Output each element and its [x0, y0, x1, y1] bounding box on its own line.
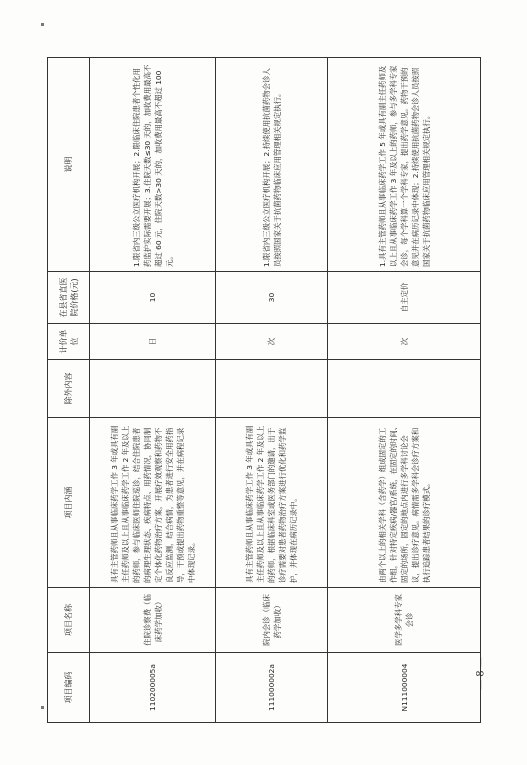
pricing-table [47, 57, 481, 723]
row-name: 院内会诊（临床药学加收） [216, 588, 328, 653]
header-exclude: 除外内容 [48, 360, 90, 418]
row-unit: 日 [90, 324, 216, 360]
row-content: 具有主管药师且从事临床药学工作 3 年或具有副主任药师及以上且从事临床药学工作 2 年及以上的药师，参与临床医师住院巡诊，结合住院患者的病理生理状态、疾病特点、用药情况，协同制定个体化药物治疗方案，开展疗效观察和药物不良反应监测，结合病情，为患者进行安全用药指导，干预或提出药物重整等意见，并在病程记录中体现记录。 [90, 418, 216, 588]
table-header-row [48, 58, 90, 723]
row-note: 1.限省内三级公立医疗机构开展；2.持续使用抗菌药物会诊人员按照国家关于抗菌药物临床应用管理相关规定执行。 [216, 58, 328, 272]
row-code: N111000004 [328, 653, 481, 723]
row-code: 110200005a [90, 653, 216, 723]
row-code: 111000002a [216, 653, 328, 723]
row-unit: 次 [216, 324, 328, 360]
row-price: 30 [216, 272, 328, 324]
row-price: 自主定价 [328, 272, 481, 324]
scan-mark [41, 23, 44, 26]
header-note: 说明 [48, 58, 90, 272]
rotated-table-container [47, 58, 480, 723]
scan-mark [41, 706, 44, 709]
header-unit: 计价单位 [48, 324, 90, 360]
row-note: 1.具有主管药师且从事临床药学工作 5 年或具有副主任药师及以上且从事临床药学工作 3 年及以上的药师，参与多学科专家会诊，每个学科算一个学科专家，提出药学意见。药物干预的意见并在病历记录中体现；2.持续使用抗菌药物会诊人员按照国家关于抗菌药物临床应用管理相关规定执行。 [328, 58, 481, 272]
page-number: — 8 — [475, 657, 487, 690]
row-price: 10 [90, 272, 216, 324]
row-content: 由两个以上的相关学科（含药学）组成固定的工作组，针对特定疾病/器官/系统，在固定的时间、固定的场所，固定的地点内进行多学科讨论会议，提出诊疗意见。病情需多学科会诊疗方案和执行追踪患者结果的诊疗模式。 [328, 418, 481, 588]
row-name: 住院诊察费（临床药学加收） [90, 588, 216, 653]
header-price: 在县省直医院价格(元) [48, 272, 90, 324]
row-exclude [328, 360, 481, 418]
table-row [328, 58, 481, 723]
header-code: 项目编码 [48, 653, 90, 723]
row-name: 医学多学科专家会诊 [328, 588, 481, 653]
row-exclude [90, 360, 216, 418]
row-note: 1.限省内三级公立医疗机构开展；2.限临床住院患者个性化用药监护实际需要开展；3.住院天数≤30 天的，加收费用最高不超过 60 元，住院天数>30 天的，加收费用最高不超过 100 元。 [90, 58, 216, 272]
table-row [90, 58, 216, 723]
table-row [216, 58, 328, 723]
header-name: 项目名称 [48, 588, 90, 653]
row-exclude [216, 360, 328, 418]
row-content: 具有主管药师且从事临床药学工作 3 年或具有副主任药师及以上且从事临床药学工作 2 年及以上的药师，根据临床科室或医务部门的邀请，出于诊疗需要对患者药物治疗方案进行优化和药学监护，并体现在病历记录中。 [216, 418, 328, 588]
row-unit: 次 [328, 324, 481, 360]
header-content: 项目内涵 [48, 418, 90, 588]
